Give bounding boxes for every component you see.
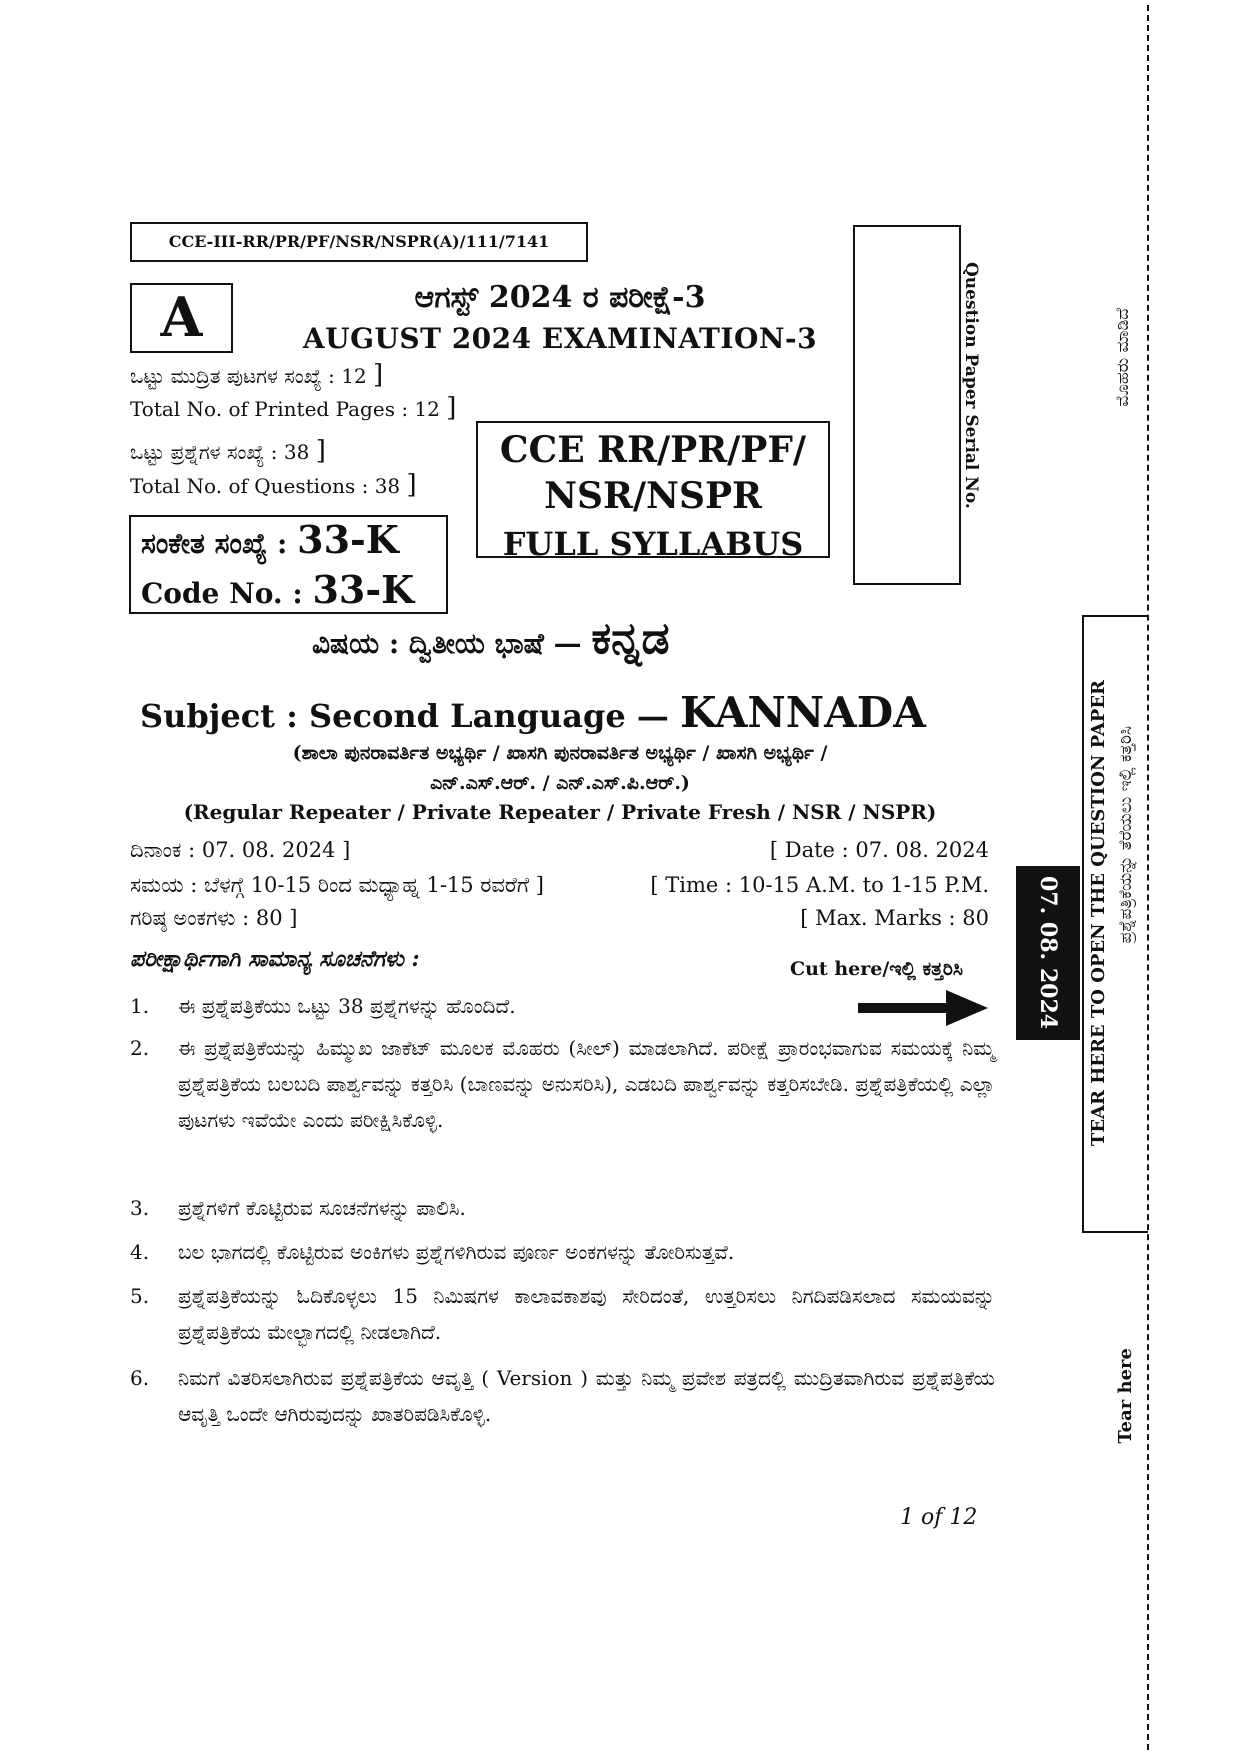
tear-dashed-line [1147, 5, 1149, 1750]
time-kannada: ಸಮಯ : ಬೆಳಗ್ಗೆ 10-15 ರಿಂದ ಮಧ್ಯಾಹ್ನ 1-15 ರವರೆಗೆ ] [130, 873, 544, 897]
pages-count-kannada: ಒಟ್ಟು ಮುದ್ರಿತ ಪುಟಗಳ ಸಂಖ್ಯೆ : 12 ] [130, 360, 384, 390]
questions-count-english: Total No. of Questions : 38 ] [130, 470, 417, 500]
serial-number-label: Question Paper Serial No. [961, 262, 981, 509]
date-kannada: ದಿನಾಂಕ : 07. 08. 2024 ] [130, 838, 351, 862]
instructions-title: ಪರೀಕ್ಷಾರ್ಥಿಗಾಗಿ ಸಾಮಾನ್ಯ ಸೂಚನೆಗಳು : [130, 946, 420, 972]
cce-line-1: CCE RR/PR/PF/ [499, 429, 807, 471]
date-tab-text: 07. 08. 2024 [1035, 876, 1061, 1030]
serial-number-box[interactable] [853, 225, 961, 585]
tear-here-english: TEAR HERE TO OPEN THE QUESTION PAPER [1088, 680, 1109, 1147]
candidates-english: (Regular Repeater / Private Repeater / Private Fresh / NSR / NSPR) [183, 800, 937, 824]
tear-here-kannada: ಪ್ರಶ್ನೆಪತ್ರಿಕೆಯನ್ನು ತೆರೆಯಲು ಇಲ್ಲಿ ಕತ್ತರಿಸಿ [1116, 726, 1136, 944]
code-english: Code No. : 33-K [141, 567, 415, 612]
date-english: [ Date : 07. 08. 2024 [769, 838, 989, 862]
date-tab [1016, 866, 1080, 1040]
page-number: 1 of 12 [900, 1505, 978, 1530]
sealed-label: ಮೊಹರು ಮಾಡಿದೆ [1113, 308, 1133, 407]
instruction-item: 4. ಬಲ ಭಾಗದಲ್ಲಿ ಕೊಟ್ಟಿರುವ ಅಂಕಿಗಳು ಪ್ರಶ್ನೆಗಳಿಗಿರುವ ಪೂರ್ಣ ಅಂಕಗಳನ್ನು ತೋರಿಸುತ್ತವೆ. [130, 1240, 735, 1264]
marks-english: [ Max. Marks : 80 [800, 906, 989, 930]
paper-code: CCE-III-RR/PR/PF/NSR/NSPR(A)/111/7141 [130, 222, 588, 262]
code-number-box [129, 515, 448, 614]
instruction-item: 2. ಈ ಪ್ರಶ್ನೆಪತ್ರಿಕೆಯನ್ನು ಹಿಮ್ಮುಖ ಜಾಕೆಟ್ ಮೂಲಕ ಮೊಹರು (ಸೀಲ್) ಮಾಡಲಾಗಿದೆ. ಪರೀಕ್ಷೆ ಪ್ರಾರಂಭವಾಗುವ ಸಮಯಕ್ಕೆ ನಿಮ್ಮ ಪ್ರಶ್ನೆಪತ್ರಿಕೆಯ ಬಲಬದಿ ಪಾರ್ಶ್ವವನ್ನು ಕತ್ತರಿಸಿ (ಬಾಣವನ್ನು ಅನುಸರಿಸಿ), ಎಡಬದಿ ಪಾರ್ಶ್ವವನ್ನು ಕತ್ತರಿಸಬೇಡಿ. ಪ್ರಶ್ನೆಪತ್ರಿಕೆಯಲ್ಲಿ ಎಲ್ಲಾ ಪುಟಗಳು ಇವೆಯೇ ಎಂದು ಪರೀಕ್ಷಿಸಿಕೊಳ್ಳಿ. [130, 1036, 996, 1132]
time-english: [ Time : 10-15 A.M. to 1-15 P.M. [650, 873, 989, 897]
marks-kannada: ಗರಿಷ್ಠ ಅಂಕಗಳು : 80 ] [130, 906, 298, 930]
cut-here-label: Cut here/ಇಲ್ಲಿ ಕತ್ತರಿಸಿ [790, 958, 963, 980]
version-letter: A [130, 283, 233, 353]
full-syllabus-label: FULL SYLLABUS [502, 525, 804, 563]
instruction-item: 1. ಈ ಪ್ರಶ್ನೆಪತ್ರಿಕೆಯು ಒಟ್ಟು 38 ಪ್ರಶ್ನೆಗಳನ್ನು ಹೊಂದಿದೆ. [130, 994, 516, 1018]
exam-title-english: AUGUST 2024 EXAMINATION-3 [302, 322, 818, 355]
subject-kannada: ವಿಷಯ : ದ್ವಿತೀಯ ಭಾಷೆ — ಕನ್ನಡ [312, 613, 670, 664]
cce-category-box [476, 421, 830, 563]
candidates-kannada-1: (ಶಾಲಾ ಪುನರಾವರ್ತಿತ ಅಭ್ಯರ್ಥಿ / ಖಾಸಗಿ ಪುನರಾವರ್ತಿತ ಅಭ್ಯರ್ಥಿ / ಖಾಸಗಿ ಅಭ್ಯರ್ಥಿ / [292, 742, 828, 764]
questions-count-kannada: ಒಟ್ಟು ಪ್ರಶ್ನೆಗಳ ಸಂಖ್ಯೆ : 38 ] [130, 436, 326, 466]
tear-here-label: Tear here [1115, 1348, 1136, 1444]
exam-title-kannada: ಆಗಸ್ಟ್ 2024 ರ ಪರೀಕ್ಷೆ-3 [414, 280, 706, 315]
code-kannada: ಸಂಕೇತ ಸಂಖ್ಯೆ : 33-K [141, 517, 399, 562]
instruction-item: 6. ನಿಮಗೆ ವಿತರಿಸಲಾಗಿರುವ ಪ್ರಶ್ನೆಪತ್ರಿಕೆಯ ಆವೃತ್ತಿ ( Version ) ಮತ್ತು ನಿಮ್ಮ ಪ್ರವೇಶ ಪತ್ರದಲ್ಲಿ ಮುದ್ರಿತವಾಗಿರುವ ಪ್ರಶ್ನೆಪತ್ರಿಕೆಯ ಆವೃತ್ತಿ ಒಂದೇ ಆಗಿರುವುದನ್ನು ಖಾತರಿಪಡಿಸಿಕೊಳ್ಳಿ. [130, 1366, 995, 1426]
instruction-item: 3. ಪ್ರಶ್ನೆಗಳಿಗೆ ಕೊಟ್ಟಿರುವ ಸೂಚನೆಗಳನ್ನು ಪಾಲಿಸಿ. [130, 1196, 466, 1220]
pages-count-english: Total No. of Printed Pages : 12 ] [130, 393, 457, 423]
instruction-item: 5. ಪ್ರಶ್ನೆಪತ್ರಿಕೆಯನ್ನು ಓದಿಕೊಳ್ಳಲು 15 ನಿಮಿಷಗಳ ಕಾಲಾವಕಾಶವು ಸೇರಿದಂತೆ, ಉತ್ತರಿಸಲು ನಿಗದಿಪಡಿಸಲಾದ ಸಮಯವನ್ನು ಪ್ರಶ್ನೆಪತ್ರಿಕೆಯ ಮೇಲ್ಭಾಗದಲ್ಲಿ ನೀಡಲಾಗಿದೆ. [130, 1284, 995, 1344]
cce-line-2: NSR/NSPR [544, 475, 762, 517]
candidates-kannada-2: ಎನ್.ಎಸ್.ಆರ್. / ಎನ್.ಎಸ್.ಪಿ.ಆರ್.) [430, 772, 690, 794]
subject-english: Subject : Second Language — KANNADA [140, 688, 926, 737]
